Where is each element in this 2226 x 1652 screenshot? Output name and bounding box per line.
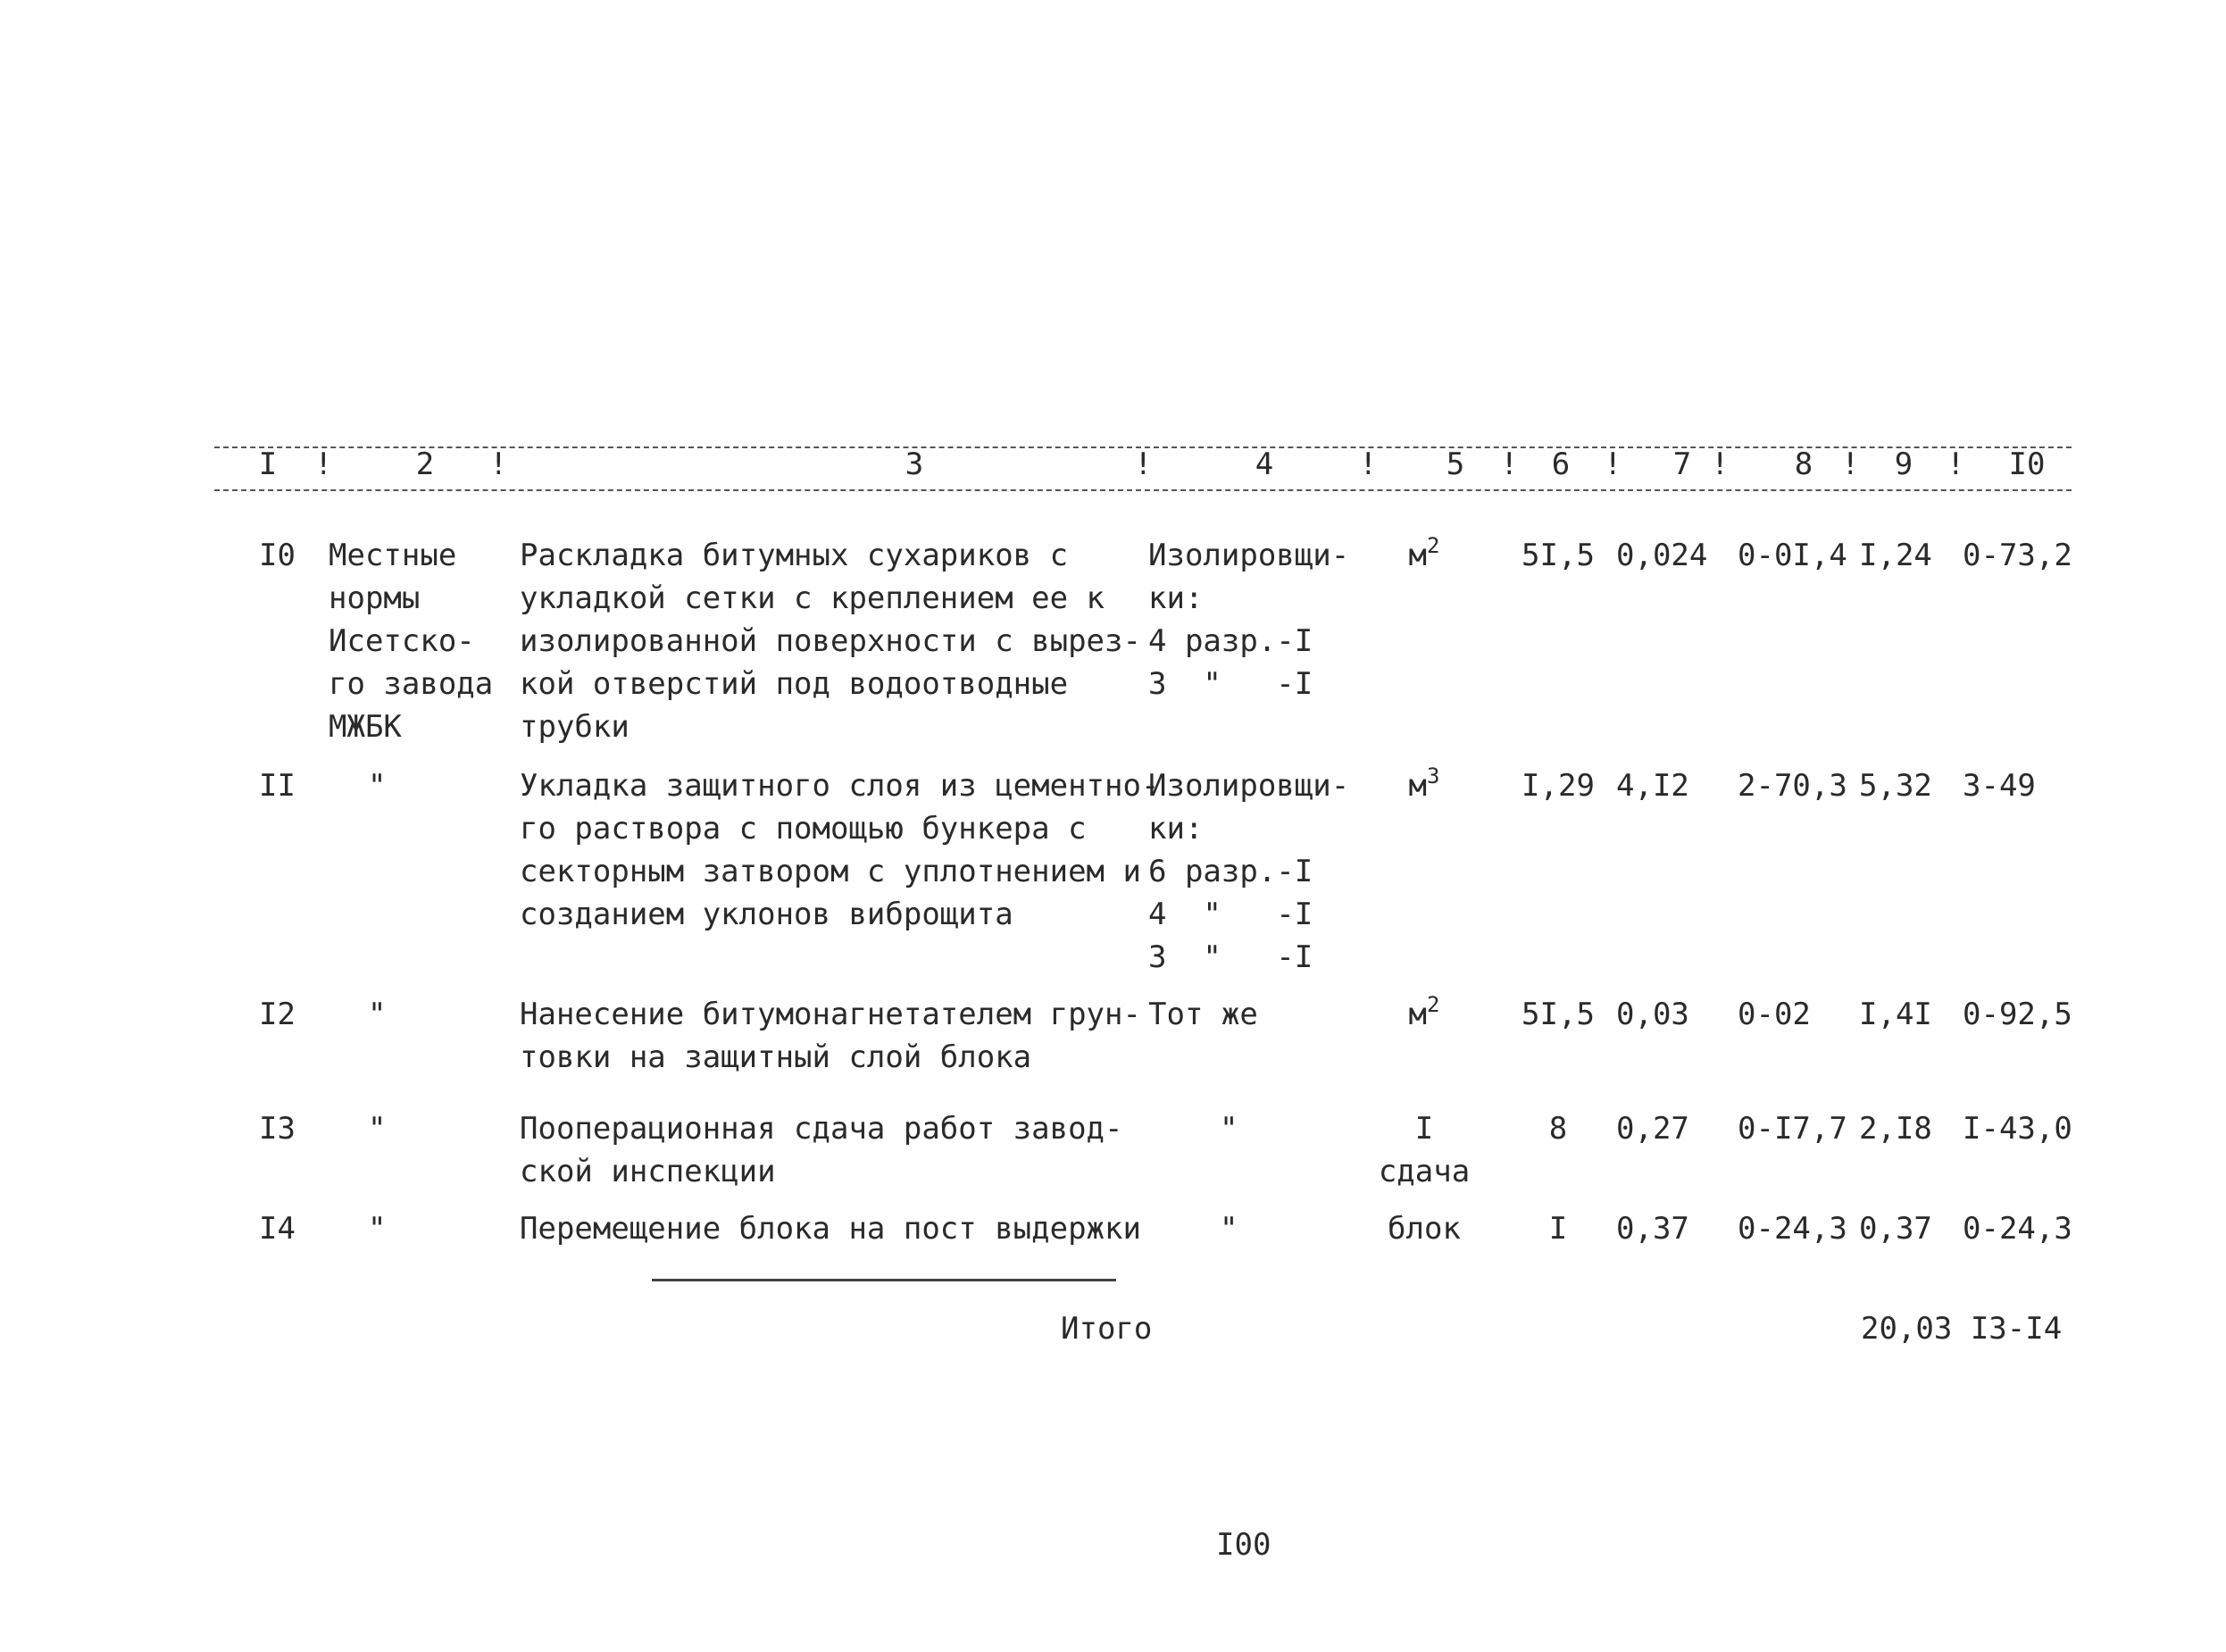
workers: Тот же [1148,997,1258,1032]
norm-source: " [368,997,387,1032]
work-description: Перемещение блока на пост выдержки [520,1211,1141,1247]
labor-cost: 2,I8 [1859,1111,1932,1147]
row-number: II [259,768,296,804]
header-separator: ! [1947,446,1965,482]
header-col-3: 3 [905,446,924,482]
quantity: I [1548,1211,1568,1247]
wage-amount: 0-92,5 [1963,997,2072,1032]
header-col-4: 4 [1255,446,1274,482]
table-header [0,443,2226,488]
page-number: I00 [1216,1527,1271,1563]
time-norm: 0,024 [1616,538,1708,573]
unit: I сдача [1378,1111,1471,1189]
header-separator: ! [1841,446,1860,482]
norm-source: " [368,1211,387,1247]
work-description: Раскладка битумных сухариков с укладкой сетки с креплением ее к изолированной поверхности с вырез- кой отверстий под водоотводные трубки [520,538,1141,745]
unit: $м^3$ [1408,763,1440,804]
header-col-1: I [258,446,278,482]
rate: 0-0I,4 [1738,538,1847,573]
wage-amount: 0-24,3 [1963,1211,2072,1247]
rate: 0-I7,7 [1738,1111,1847,1147]
header-separator: ! [1500,446,1519,482]
wage-amount: 3-49 [1963,768,2036,804]
labor-cost: 5,32 [1859,768,1932,804]
header-separator: ! [1711,446,1730,482]
wage-amount: 0-73,2 [1963,538,2072,573]
quantity: 8 [1548,1111,1568,1147]
unit: блок [1388,1211,1461,1247]
header-col-10: I0 [2008,446,2046,482]
header-col-6: 6 [1551,446,1571,482]
unit: $м^2$ [1408,533,1440,573]
total-value: 20,03 I3-I4 [1861,1311,2063,1347]
header-separator: ! [1134,446,1153,482]
header-bottom-rule [214,489,2072,491]
row-number: I0 [259,538,296,573]
norm-source: " [368,1111,387,1147]
row-number: I3 [259,1111,296,1147]
wage-amount: I-43,0 [1963,1111,2072,1147]
header-separator: ! [1359,446,1378,482]
workers: " [1220,1111,1238,1147]
rate: 0-02 [1738,997,1811,1032]
header-separator: ! [314,446,333,482]
workers: Изолировщи- ки: 4 разр.-I 3 " -I [1148,538,1350,702]
header-col-7: 7 [1672,446,1692,482]
rate: 2-70,3 [1738,768,1847,804]
norm-source: Местные нормы Исетско- го завода МЖБК [329,538,494,745]
time-norm: 0,03 [1616,997,1689,1032]
workers: " [1220,1211,1238,1247]
workers: Изолировщи- ки: 6 разр.-I 4 " -I 3 " -I [1148,768,1350,975]
header-separator: ! [489,446,508,482]
quantity: I,29 [1522,768,1595,804]
header-col-8: 8 [1794,446,1813,482]
work-description: Пооперационная сдача работ завод- ской инспекции [520,1111,1123,1189]
labor-cost: 0,37 [1859,1211,1932,1247]
time-norm: 4,I2 [1616,768,1689,804]
norm-source: " [368,768,387,804]
row-number: I4 [259,1211,296,1247]
unit: $м^2$ [1408,992,1440,1032]
total-divider [652,1279,1116,1281]
header-separator: ! [1604,446,1622,482]
work-description: Нанесение битумонагнетателем грун- товки на защитный слой блока [520,997,1141,1075]
time-norm: 0,27 [1616,1111,1689,1147]
total-label: Итого [1061,1311,1153,1347]
header-col-2: 2 [415,446,435,482]
rate: 0-24,3 [1738,1211,1847,1247]
labor-cost: I,4I [1859,997,1932,1032]
quantity: 5I,5 [1522,538,1595,573]
row-number: I2 [259,997,296,1032]
header-col-9: 9 [1894,446,1913,482]
time-norm: 0,37 [1616,1211,1689,1247]
quantity: 5I,5 [1522,997,1595,1032]
labor-cost: I,24 [1859,538,1932,573]
header-col-5: 5 [1446,446,1465,482]
work-description: Укладка защитного слоя из цементно- го раствора с помощью бункера с секторным затвором с уплотнением и созданием уклонов виброщита [520,768,1160,932]
